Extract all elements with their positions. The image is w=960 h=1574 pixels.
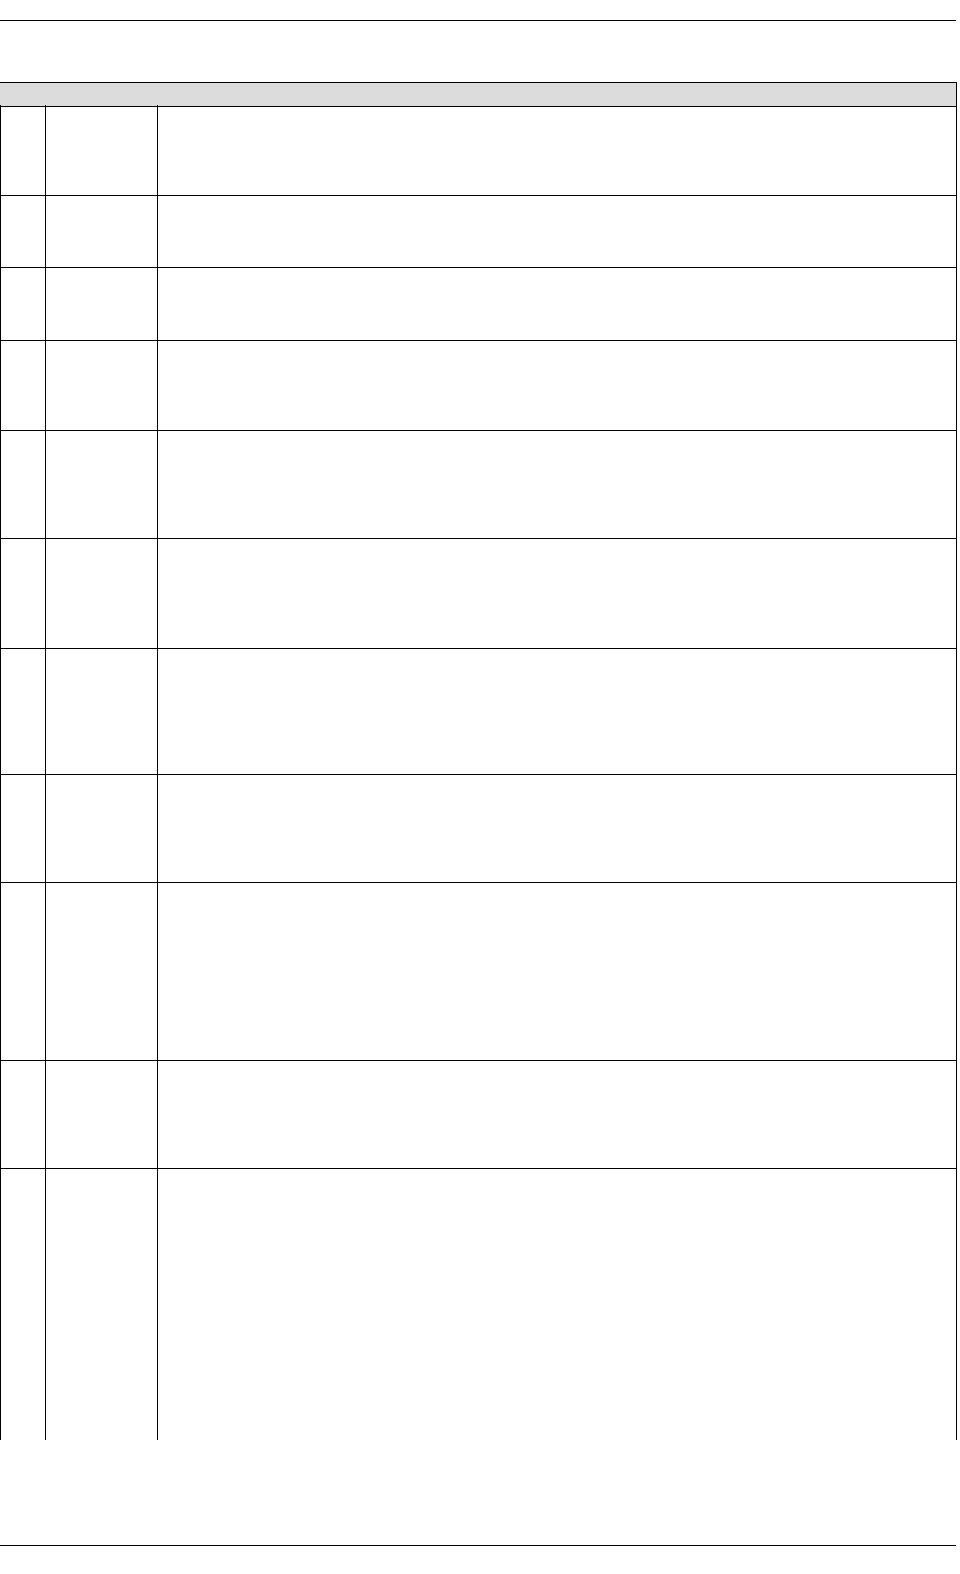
table-header: [0, 82, 956, 107]
column-rule: [45, 105, 46, 1440]
rule-line: [0, 267, 956, 268]
rule-line: [0, 1060, 956, 1061]
rule-line: [0, 1168, 956, 1169]
rule-line: [0, 430, 956, 431]
rule-line: [0, 1545, 956, 1546]
rule-line: [0, 195, 956, 196]
column-rule: [0, 105, 1, 1440]
rule-line: [0, 774, 956, 775]
rule-line: [0, 20, 956, 21]
rule-line: [0, 340, 956, 341]
column-rule: [956, 82, 957, 1440]
rule-line: [0, 648, 956, 649]
rule-line: [0, 882, 956, 883]
rule-line: [0, 538, 956, 539]
column-rule: [157, 105, 158, 1440]
